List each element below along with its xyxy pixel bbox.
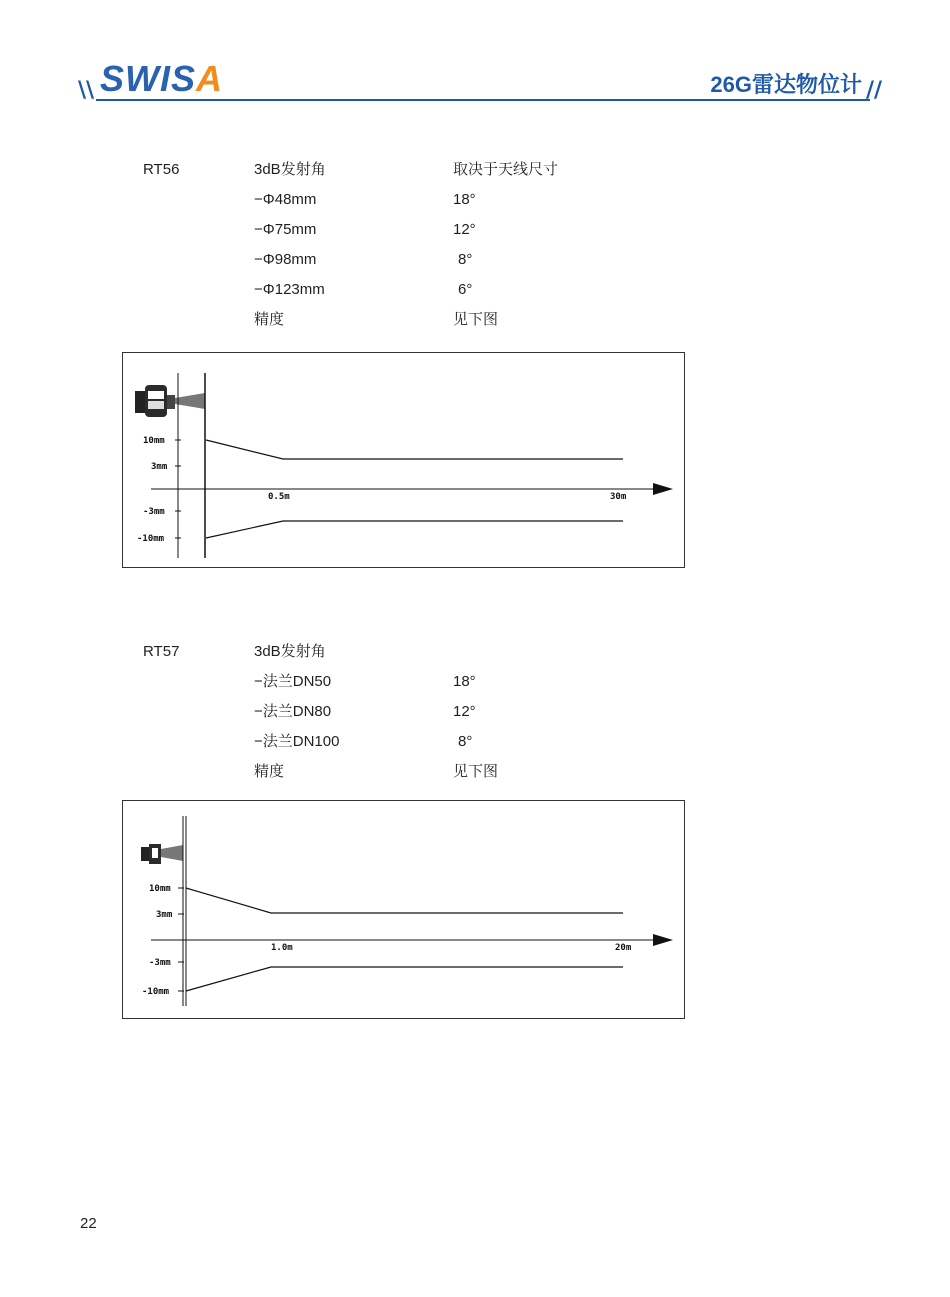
x-axis-arrow-icon (653, 483, 673, 495)
rt56-accuracy-diagram (123, 353, 684, 567)
rt56-model: RT56 (143, 161, 180, 178)
y-tick-label: -10mm (137, 534, 165, 544)
y-tick-label: -10mm (142, 987, 170, 997)
spec-value: 8° (458, 251, 473, 268)
spec-label: −Φ98mm (254, 251, 317, 268)
spec-label: −法兰DN50 (254, 673, 332, 690)
spec-value: 12° (453, 221, 476, 238)
radar-sensor-icon (135, 385, 205, 417)
y-tick-label: 10mm (143, 436, 165, 446)
header-title: 26G雷达物位计 (710, 72, 862, 97)
rt57-model: RT57 (143, 643, 180, 660)
rt57-accuracy-figure (122, 800, 685, 1019)
spec-value: 见下图 (453, 763, 499, 780)
header-rule (96, 99, 870, 101)
upper-accuracy-line (206, 440, 623, 459)
spec-label: 精度 (254, 763, 285, 780)
spec-value: 8° (458, 733, 473, 750)
spec-label: −Φ123mm (254, 281, 325, 298)
spec-value: 6° (458, 281, 473, 298)
spec-label: −Φ75mm (254, 221, 317, 238)
x-tick-label: 30m (610, 492, 627, 502)
radar-sensor-icon (141, 844, 183, 864)
spec-value: 18° (453, 191, 476, 208)
y-tick-label: 3mm (151, 462, 168, 472)
x-tick-label: 20m (615, 943, 632, 953)
lower-accuracy-line (206, 521, 623, 538)
spec-label: 3dB发射角 (254, 643, 326, 660)
brand-logo: SWISA (100, 58, 224, 99)
spec-label: −法兰DN80 (254, 703, 332, 720)
x-tick-label: 0.5m (268, 492, 290, 502)
y-tick-label: 3mm (156, 910, 173, 920)
spec-label: 精度 (254, 311, 285, 328)
upper-accuracy-line (186, 888, 623, 913)
x-axis-arrow-icon (653, 934, 673, 946)
lower-accuracy-line (186, 967, 623, 991)
y-tick-label: -3mm (149, 958, 171, 968)
x-tick-label: 1.0m (271, 943, 293, 953)
rt57-accuracy-diagram (123, 801, 684, 1018)
page-number: 22 (80, 1215, 97, 1232)
header-slash-right-icon: // (866, 78, 883, 103)
spec-value: 见下图 (453, 311, 499, 328)
spec-label: −Φ48mm (254, 191, 317, 208)
y-tick-label: -3mm (143, 507, 165, 517)
spec-value: 12° (453, 703, 476, 720)
rt56-accuracy-figure (122, 352, 685, 568)
y-tick-label: 10mm (149, 884, 171, 894)
page-header (0, 0, 950, 110)
spec-value: 取决于天线尺寸 (453, 161, 559, 178)
header-slash-left-icon: \\ (78, 78, 95, 103)
spec-value: 18° (453, 673, 476, 690)
spec-label: 3dB发射角 (254, 161, 326, 178)
spec-label: −法兰DN100 (254, 733, 340, 750)
